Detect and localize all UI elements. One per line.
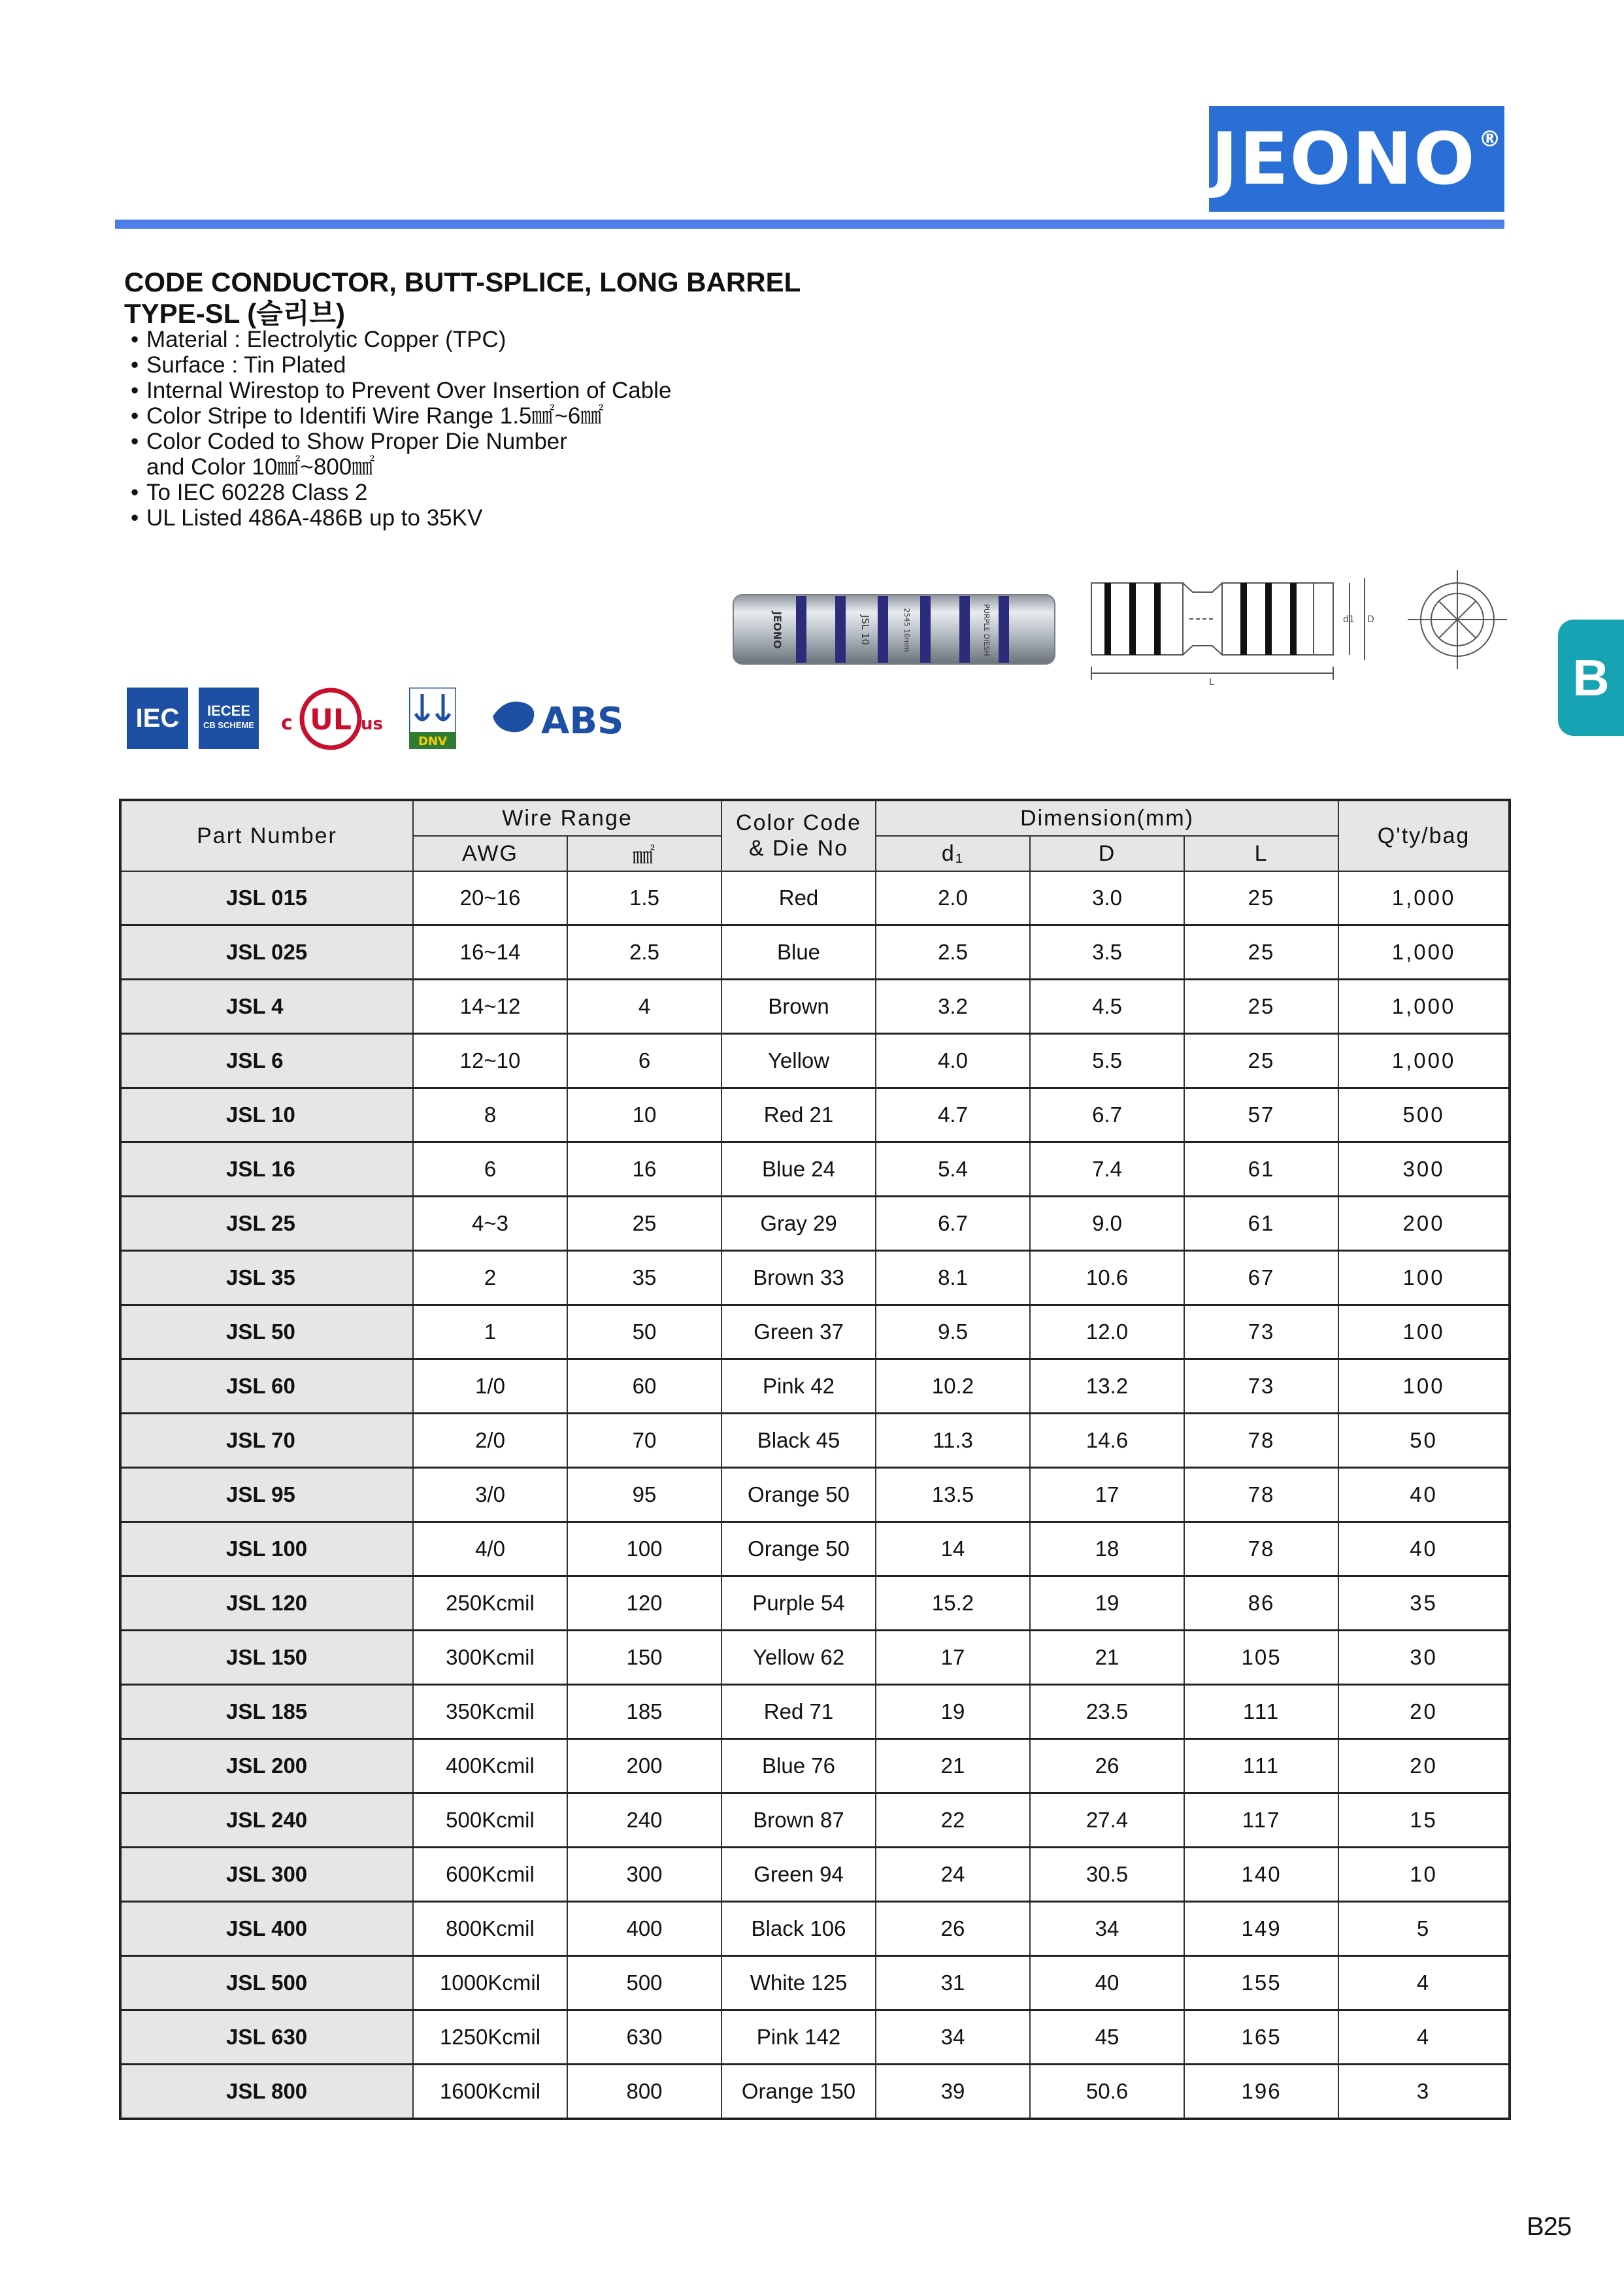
cell-part-number: JSL 50 <box>120 1305 413 1359</box>
cell-d1: 6.7 <box>876 1197 1030 1251</box>
table-row <box>120 871 1510 925</box>
cell-L: 73 <box>1184 1305 1338 1359</box>
feature-item: • Surface : Tin Plated <box>131 352 671 378</box>
ul-c-label: c <box>281 712 293 735</box>
cell-D: 10.6 <box>1030 1251 1184 1305</box>
cell-qty: 4 <box>1338 2010 1510 2065</box>
cell-awg: 3/0 <box>413 1468 567 1522</box>
cell-mm2: 185 <box>567 1685 721 1739</box>
cell-qty: 20 <box>1338 1685 1510 1739</box>
cell-D: 3.0 <box>1030 871 1184 925</box>
cell-L: 78 <box>1184 1468 1338 1522</box>
cell-awg: 14~12 <box>413 980 567 1034</box>
cell-part-number: JSL 25 <box>120 1197 413 1251</box>
cell-color-code: Red 71 <box>721 1685 876 1739</box>
cell-D: 21 <box>1030 1631 1184 1685</box>
section-tab-b[interactable]: B <box>1558 620 1624 736</box>
cell-L: 73 <box>1184 1359 1338 1414</box>
cell-L: 61 <box>1184 1142 1338 1197</box>
cell-color-code: Blue <box>721 925 876 980</box>
cell-D: 12.0 <box>1030 1305 1184 1359</box>
cell-part-number: JSL 200 <box>120 1739 413 1793</box>
ul-us-label: us <box>361 714 383 734</box>
cell-part-number: JSL 16 <box>120 1142 413 1197</box>
table-row <box>120 1034 1510 1088</box>
cell-awg: 2 <box>413 1251 567 1305</box>
product-title <box>124 267 801 329</box>
cell-D: 27.4 <box>1030 1793 1184 1848</box>
ul-logo <box>278 686 383 752</box>
photo-label-size: 2545 10mm <box>903 608 911 652</box>
cell-part-number: JSL 630 <box>120 2010 413 2065</box>
header-color-code-line1: Color Code <box>736 810 861 835</box>
cell-awg: 4/0 <box>413 1522 567 1576</box>
feature-item: • Material : Electrolytic Copper (TPC) <box>131 327 671 352</box>
cell-d1: 2.0 <box>876 871 1030 925</box>
cell-L: 196 <box>1184 2065 1338 2119</box>
cell-mm2: 200 <box>567 1739 721 1793</box>
table-row <box>120 1902 1510 1956</box>
cell-awg: 1000Kcmil <box>413 1956 567 2010</box>
dnv-label: DNV <box>418 735 447 748</box>
cell-D: 30.5 <box>1030 1848 1184 1902</box>
feature-list <box>131 327 671 531</box>
cell-d1: 39 <box>876 2065 1030 2119</box>
page-number: B25 <box>1527 2212 1572 2241</box>
cell-part-number: JSL 95 <box>120 1468 413 1522</box>
iecee-sub-label: CB SCHEME <box>203 720 254 730</box>
cell-mm2: 25 <box>567 1197 721 1251</box>
cell-L: 25 <box>1184 871 1338 925</box>
cell-part-number: JSL 150 <box>120 1631 413 1685</box>
table-row <box>120 1848 1510 1902</box>
cell-qty: 40 <box>1338 1468 1510 1522</box>
cell-qty: 15 <box>1338 1793 1510 1848</box>
cell-part-number: JSL 025 <box>120 925 413 980</box>
cell-awg: 2/0 <box>413 1414 567 1468</box>
header-D: D <box>1030 836 1184 871</box>
cell-qty: 200 <box>1338 1197 1510 1251</box>
dimension-D-label: D <box>1367 614 1374 625</box>
cell-color-code: Brown 87 <box>721 1793 876 1848</box>
cell-color-code: White 125 <box>721 1956 876 2010</box>
cell-D: 50.6 <box>1030 2065 1184 2119</box>
specification-table <box>119 799 1511 2120</box>
cell-qty: 500 <box>1338 1088 1510 1142</box>
cell-part-number: JSL 400 <box>120 1902 413 1956</box>
side-view-drawing <box>1085 569 1379 686</box>
cell-d1: 13.5 <box>876 1468 1030 1522</box>
cell-part-number: JSL 300 <box>120 1848 413 1902</box>
cell-d1: 10.2 <box>876 1359 1030 1414</box>
cell-color-code: Blue 76 <box>721 1739 876 1793</box>
cell-L: 61 <box>1184 1197 1338 1251</box>
cell-part-number: JSL 185 <box>120 1685 413 1739</box>
cell-D: 23.5 <box>1030 1685 1184 1739</box>
table-row <box>120 1359 1510 1414</box>
cell-qty: 1,000 <box>1338 925 1510 980</box>
brand-name: JEONO <box>1211 117 1476 201</box>
table-row <box>120 1088 1510 1142</box>
feature-item: • Color Coded to Show Proper Die Number <box>131 429 671 454</box>
cell-mm2: 50 <box>567 1305 721 1359</box>
cell-color-code: Green 94 <box>721 1848 876 1902</box>
header-part-number: Part Number <box>120 800 413 871</box>
table-row <box>120 2065 1510 2119</box>
table-row <box>120 1251 1510 1305</box>
abs-logo <box>486 690 637 746</box>
brand-logo <box>1209 106 1504 212</box>
cell-color-code: Yellow 62 <box>721 1631 876 1685</box>
cell-L: 57 <box>1184 1088 1338 1142</box>
cell-D: 14.6 <box>1030 1414 1184 1468</box>
cell-mm2: 100 <box>567 1522 721 1576</box>
cell-d1: 24 <box>876 1848 1030 1902</box>
cell-awg: 600Kcmil <box>413 1848 567 1902</box>
header-wire-range: Wire Range <box>413 800 721 836</box>
cell-part-number: JSL 35 <box>120 1251 413 1305</box>
table-row <box>120 1793 1510 1848</box>
cell-part-number: JSL 800 <box>120 2065 413 2119</box>
cell-L: 111 <box>1184 1739 1338 1793</box>
cell-part-number: JSL 240 <box>120 1793 413 1848</box>
cell-L: 140 <box>1184 1848 1338 1902</box>
cell-d1: 19 <box>876 1685 1030 1739</box>
header-dimension: Dimension(mm) <box>876 800 1338 836</box>
cell-color-code: Red <box>721 871 876 925</box>
cell-color-code: Pink 142 <box>721 2010 876 2065</box>
cell-L: 78 <box>1184 1414 1338 1468</box>
cell-D: 7.4 <box>1030 1142 1184 1197</box>
cell-awg: 4~3 <box>413 1197 567 1251</box>
cell-color-code: Purple 54 <box>721 1576 876 1631</box>
cell-awg: 300Kcmil <box>413 1631 567 1685</box>
cell-color-code: Gray 29 <box>721 1197 876 1251</box>
cell-d1: 14 <box>876 1522 1030 1576</box>
cell-mm2: 60 <box>567 1359 721 1414</box>
cell-D: 9.0 <box>1030 1197 1184 1251</box>
cell-D: 6.7 <box>1030 1088 1184 1142</box>
cell-D: 18 <box>1030 1522 1184 1576</box>
cell-D: 19 <box>1030 1576 1184 1631</box>
cell-mm2: 150 <box>567 1631 721 1685</box>
cell-d1: 34 <box>876 2010 1030 2065</box>
cell-qty: 1,000 <box>1338 1034 1510 1088</box>
registered-mark: ® <box>1478 126 1502 152</box>
cell-qty: 4 <box>1338 1956 1510 2010</box>
cell-L: 78 <box>1184 1522 1338 1576</box>
header-color-code-line2: & Die No <box>748 836 849 861</box>
cell-awg: 350Kcmil <box>413 1685 567 1739</box>
cell-mm2: 16 <box>567 1142 721 1197</box>
cell-L: 149 <box>1184 1902 1338 1956</box>
cell-mm2: 70 <box>567 1414 721 1468</box>
dimension-L-label: L <box>1209 677 1214 686</box>
cell-awg: 1 <box>413 1305 567 1359</box>
cell-part-number: JSL 015 <box>120 871 413 925</box>
cell-mm2: 95 <box>567 1468 721 1522</box>
product-photo <box>731 591 1057 668</box>
header-L: L <box>1184 836 1338 871</box>
table-row <box>120 1631 1510 1685</box>
header-rule <box>115 220 1504 229</box>
title-line-2: TYPE-SL (슬리브) <box>124 298 345 329</box>
cell-part-number: JSL 4 <box>120 980 413 1034</box>
cell-d1: 26 <box>876 1902 1030 1956</box>
feature-item: • UL Listed 486A-486B up to 35KV <box>131 505 671 531</box>
cell-L: 86 <box>1184 1576 1338 1631</box>
cell-mm2: 2.5 <box>567 925 721 980</box>
cell-d1: 21 <box>876 1739 1030 1793</box>
cell-color-code: Blue 24 <box>721 1142 876 1197</box>
table-row <box>120 1142 1510 1197</box>
cell-qty: 40 <box>1338 1522 1510 1576</box>
cell-qty: 3 <box>1338 2065 1510 2119</box>
end-view-drawing <box>1405 567 1510 672</box>
cell-L: 117 <box>1184 1793 1338 1848</box>
cell-awg: 250Kcmil <box>413 1576 567 1631</box>
cell-D: 40 <box>1030 1956 1184 2010</box>
abs-label: ABS <box>541 700 624 742</box>
cell-mm2: 120 <box>567 1576 721 1631</box>
cell-L: 105 <box>1184 1631 1338 1685</box>
cell-mm2: 240 <box>567 1793 721 1848</box>
header-qty: Q'ty/bag <box>1338 800 1510 871</box>
cell-mm2: 300 <box>567 1848 721 1902</box>
table-row <box>120 1685 1510 1739</box>
cell-part-number: JSL 10 <box>120 1088 413 1142</box>
cell-color-code: Orange 50 <box>721 1522 876 1576</box>
table-row <box>120 1739 1510 1793</box>
feature-item: • Internal Wirestop to Prevent Over Insertion of Cable <box>131 378 671 403</box>
cell-d1: 4.0 <box>876 1034 1030 1088</box>
cell-L: 155 <box>1184 1956 1338 2010</box>
cell-color-code: Brown 33 <box>721 1251 876 1305</box>
cell-qty: 100 <box>1338 1251 1510 1305</box>
cell-qty: 100 <box>1338 1359 1510 1414</box>
feature-item: • To IEC 60228 Class 2 <box>131 480 671 505</box>
cell-qty: 100 <box>1338 1305 1510 1359</box>
cell-part-number: JSL 100 <box>120 1522 413 1576</box>
cell-d1: 17 <box>876 1631 1030 1685</box>
table-row <box>120 1576 1510 1631</box>
cell-qty: 20 <box>1338 1739 1510 1793</box>
cell-d1: 11.3 <box>876 1414 1030 1468</box>
cell-qty: 10 <box>1338 1848 1510 1902</box>
cell-mm2: 500 <box>567 1956 721 2010</box>
cell-awg: 1600Kcmil <box>413 2065 567 2119</box>
cell-awg: 800Kcmil <box>413 1902 567 1956</box>
cell-mm2: 10 <box>567 1088 721 1142</box>
cell-mm2: 400 <box>567 1902 721 1956</box>
table-row <box>120 925 1510 980</box>
cell-awg: 12~10 <box>413 1034 567 1088</box>
cell-color-code: Orange 150 <box>721 2065 876 2119</box>
cell-d1: 4.7 <box>876 1088 1030 1142</box>
cell-D: 5.5 <box>1030 1034 1184 1088</box>
cell-L: 25 <box>1184 1034 1338 1088</box>
table-row <box>120 1956 1510 2010</box>
cell-qty: 300 <box>1338 1142 1510 1197</box>
feature-continuation: and Color 10㎟~800㎟ <box>146 454 375 480</box>
photo-label-part: JSL 10 <box>859 614 871 646</box>
dimension-d1-label: d1 <box>1343 614 1355 625</box>
header-color-code <box>721 800 876 871</box>
cell-mm2: 4 <box>567 980 721 1034</box>
cell-L: 25 <box>1184 980 1338 1034</box>
cell-L: 25 <box>1184 925 1338 980</box>
cell-L: 165 <box>1184 2010 1338 2065</box>
cell-awg: 400Kcmil <box>413 1739 567 1793</box>
cell-part-number: JSL 70 <box>120 1414 413 1468</box>
cell-qty: 1,000 <box>1338 980 1510 1034</box>
cell-D: 17 <box>1030 1468 1184 1522</box>
table-row <box>120 1197 1510 1251</box>
dnv-logo <box>409 688 456 749</box>
cell-awg: 500Kcmil <box>413 1793 567 1848</box>
cell-mm2: 630 <box>567 2010 721 2065</box>
feature-item: • Color Stripe to Identifi Wire Range 1.5㎟~6㎟ <box>131 403 671 429</box>
cell-d1: 9.5 <box>876 1305 1030 1359</box>
cell-d1: 8.1 <box>876 1251 1030 1305</box>
cell-qty: 50 <box>1338 1414 1510 1468</box>
cell-qty: 35 <box>1338 1576 1510 1631</box>
cell-D: 3.5 <box>1030 925 1184 980</box>
cell-d1: 31 <box>876 1956 1030 2010</box>
cell-awg: 6 <box>413 1142 567 1197</box>
cell-d1: 15.2 <box>876 1576 1030 1631</box>
cell-awg: 8 <box>413 1088 567 1142</box>
cell-awg: 1/0 <box>413 1359 567 1414</box>
cell-color-code: Black 45 <box>721 1414 876 1468</box>
title-line-1: CODE CONDUCTOR, BUTT-SPLICE, LONG BARREL <box>124 267 801 297</box>
cell-d1: 5.4 <box>876 1142 1030 1197</box>
cell-mm2: 800 <box>567 2065 721 2119</box>
cell-color-code: Green 37 <box>721 1305 876 1359</box>
cell-part-number: JSL 500 <box>120 1956 413 2010</box>
cell-L: 111 <box>1184 1685 1338 1739</box>
ul-mark: UL <box>310 703 352 737</box>
cell-L: 67 <box>1184 1251 1338 1305</box>
table-row <box>120 1522 1510 1576</box>
iec-logo: IEC <box>127 688 188 749</box>
cell-qty: 5 <box>1338 1902 1510 1956</box>
header-awg: AWG <box>413 836 567 871</box>
cell-D: 26 <box>1030 1739 1184 1793</box>
cell-color-code: Brown <box>721 980 876 1034</box>
table-row <box>120 980 1510 1034</box>
cell-mm2: 1.5 <box>567 871 721 925</box>
cell-D: 45 <box>1030 2010 1184 2065</box>
cell-color-code: Yellow <box>721 1034 876 1088</box>
cell-color-code: Orange 50 <box>721 1468 876 1522</box>
cell-color-code: Red 21 <box>721 1088 876 1142</box>
cell-awg: 1250Kcmil <box>413 2010 567 2065</box>
table-row <box>120 1468 1510 1522</box>
table-row <box>120 1414 1510 1468</box>
cell-D: 13.2 <box>1030 1359 1184 1414</box>
cell-mm2: 35 <box>567 1251 721 1305</box>
cell-part-number: JSL 120 <box>120 1576 413 1631</box>
cell-mm2: 6 <box>567 1034 721 1088</box>
cell-qty: 1,000 <box>1338 871 1510 925</box>
cell-d1: 2.5 <box>876 925 1030 980</box>
cell-awg: 20~16 <box>413 871 567 925</box>
cell-d1: 3.2 <box>876 980 1030 1034</box>
cell-D: 4.5 <box>1030 980 1184 1034</box>
iecee-logo <box>199 688 259 749</box>
table-row <box>120 2010 1510 2065</box>
cell-part-number: JSL 60 <box>120 1359 413 1414</box>
header-mm2: ㎟ <box>567 836 721 871</box>
photo-label-brand: JEONO <box>771 611 784 649</box>
photo-label-die: PURPLE DIESH <box>982 604 991 656</box>
iecee-label: IECEE <box>207 703 251 719</box>
cell-D: 34 <box>1030 1902 1184 1956</box>
cell-d1: 22 <box>876 1793 1030 1848</box>
table-row <box>120 1305 1510 1359</box>
cell-awg: 16~14 <box>413 925 567 980</box>
cell-color-code: Black 106 <box>721 1902 876 1956</box>
header-d1: d₁ <box>876 836 1030 871</box>
cell-part-number: JSL 6 <box>120 1034 413 1088</box>
cell-color-code: Pink 42 <box>721 1359 876 1414</box>
cell-qty: 30 <box>1338 1631 1510 1685</box>
